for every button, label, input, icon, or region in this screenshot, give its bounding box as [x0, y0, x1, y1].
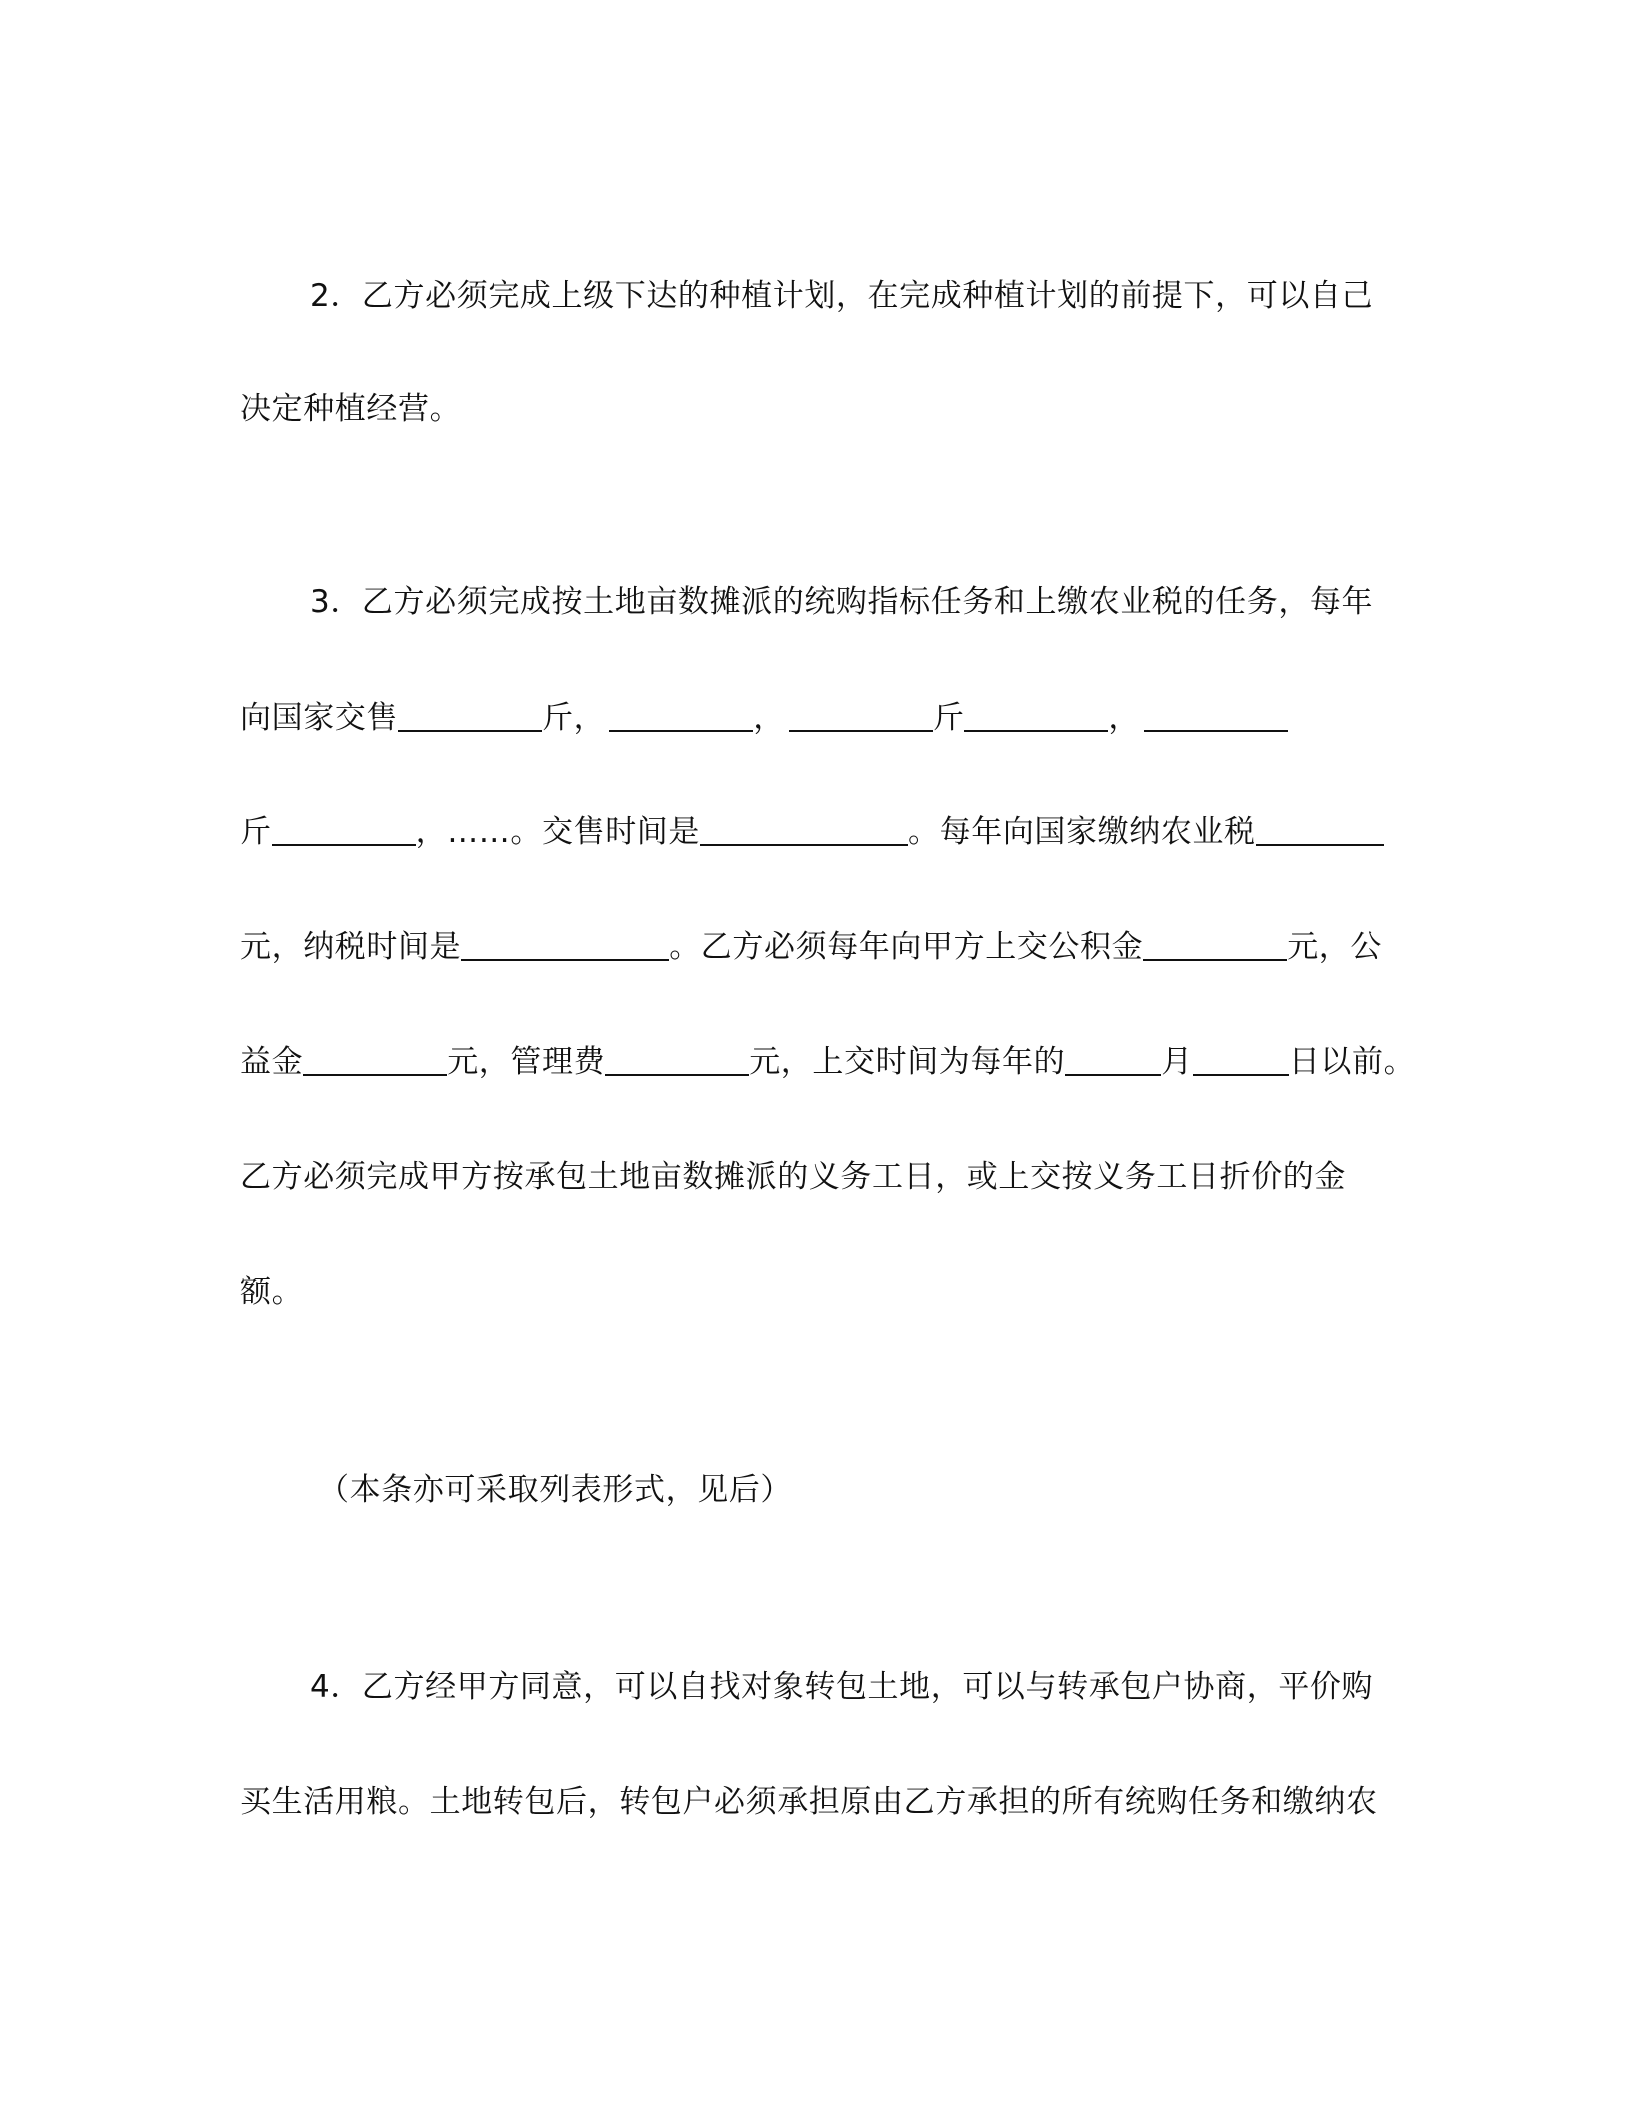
admin-fee-label: 元，管理费 — [447, 1044, 606, 1080]
separator-comma-1: ， — [753, 700, 785, 736]
reserve-fund-label: 。乙方必须每年向甲方上交公积金 — [669, 929, 1144, 965]
welfare-fund-label: 益金 — [240, 1044, 304, 1080]
blank-quantity-2[interactable] — [789, 700, 933, 732]
blank-month[interactable] — [1065, 1044, 1161, 1076]
blank-sale-time[interactable] — [700, 814, 908, 846]
tax-label: 。每年向国家缴纳农业税 — [908, 814, 1256, 850]
yuan-gong-label: 元，公 — [1287, 929, 1383, 965]
item-2-line-2: 决定种植经营。 — [240, 391, 462, 427]
sales-prefix: 向国家交售 — [240, 700, 398, 736]
blank-quantity-3[interactable] — [1144, 700, 1288, 732]
note-line: （本条亦可采取列表形式，见后） — [318, 1472, 792, 1508]
item-3-line-4 — [240, 925, 1390, 969]
item-3-line-7: 额。 — [240, 1274, 304, 1310]
unit-jin-2: 斤 — [932, 700, 965, 736]
item-4-line-2: 买生活用粮。土地转包后，转包户必须承担原由乙方承担的所有统购任务和缴纳农 — [240, 1784, 1378, 1820]
blank-crop-1[interactable] — [609, 700, 753, 732]
blank-crop-3[interactable] — [272, 814, 416, 846]
blank-reserve-fund[interactable] — [1143, 929, 1287, 961]
blank-tax-time[interactable] — [461, 929, 669, 961]
item-2-line-1: 2．乙方必须完成上级下达的种植计划，在完成种植计划的前提下，可以自己 — [310, 278, 1374, 314]
day-before-label: 日以前。 — [1288, 1044, 1416, 1080]
due-time-label: 元，上交时间为每年的 — [749, 1044, 1066, 1080]
sale-time-label: ，……。交售时间是 — [415, 814, 701, 850]
item-3-line-3 — [240, 810, 1390, 854]
unit-jin-1: 斤， — [542, 700, 606, 736]
blank-quantity-1[interactable] — [398, 700, 542, 732]
blank-crop-2[interactable] — [964, 700, 1108, 732]
blank-day[interactable] — [1193, 1044, 1289, 1076]
item-4-line-1: 4．乙方经甲方同意，可以自找对象转包土地，可以与转承包户协商，平价购 — [310, 1669, 1374, 1705]
separator-comma-2: ， — [1108, 700, 1141, 736]
item-3-line-5 — [240, 1040, 1416, 1084]
item-3-line-1: 3．乙方必须完成按土地亩数摊派的统购指标任务和上缴农业税的任务，每年 — [310, 584, 1374, 620]
tax-time-label: 元，纳税时间是 — [240, 929, 462, 965]
blank-admin-fee[interactable] — [605, 1044, 749, 1076]
item-3-line-6: 乙方必须完成甲方按承包土地亩数摊派的义务工日，或上交按义务工日折价的金 — [240, 1159, 1346, 1195]
unit-jin-3: 斤 — [240, 814, 272, 850]
month-label: 月 — [1161, 1044, 1193, 1080]
blank-welfare-fund[interactable] — [303, 1044, 447, 1076]
item-3-line-2 — [240, 696, 1390, 740]
blank-tax-amount[interactable] — [1256, 814, 1384, 846]
